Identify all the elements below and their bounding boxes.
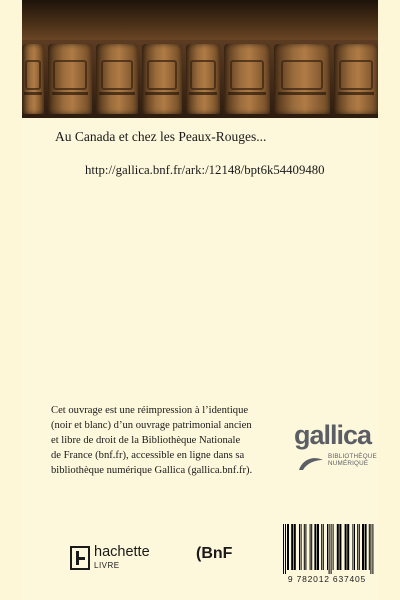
book-spine [274, 44, 330, 114]
gallica-logo [294, 420, 377, 475]
notice-line: et libre de droit de la Bibliothèque Nationale [51, 435, 241, 446]
book-spine [224, 44, 270, 114]
shelf-shadow [22, 0, 378, 40]
book-title: Au Canada et chez les Peaux-Rouges... [55, 129, 267, 144]
bookshelf-banner-image [22, 0, 378, 118]
bnf-logo: (BnF [196, 545, 233, 562]
gallica-subtitle-line: BIBLIOTHÈQUE [328, 453, 377, 460]
barcode-bars [277, 522, 377, 574]
gallica-subtitle [328, 453, 377, 467]
notice-line: de France (bnf.fr), accessible en ligne dans sa [51, 450, 245, 461]
back-cover [22, 0, 378, 600]
gallica-wordmark: gallica [294, 420, 372, 450]
hachette-livre-label: LIVRE [94, 561, 120, 570]
notice-line: (noir et blanc) d’un ouvrage patrimonial ancien [51, 420, 252, 431]
book-spine [96, 44, 138, 114]
book-spine [22, 44, 44, 114]
book-spine [334, 44, 378, 114]
book-spine [186, 44, 220, 114]
gallica-swirl-icon [297, 454, 325, 472]
hachette-livre-logo [70, 546, 160, 576]
notice-line: Cet ouvrage est une réimpression à l’identique [51, 405, 249, 416]
gallica-subtitle-line: NUMÉRIQUE [328, 460, 369, 467]
isbn-barcode [277, 522, 377, 585]
hachette-name: hachette [94, 544, 150, 560]
notice-line: bibliothèque numérique Gallica (gallica.bnf.fr). [51, 465, 253, 476]
book-spine [142, 44, 182, 114]
hachette-h-icon [70, 546, 90, 570]
book-spine [48, 44, 92, 114]
gallica-link[interactable]: http://gallica.bnf.fr/ark:/12148/bpt6k54409480 [85, 163, 325, 177]
isbn-number: 9 782012 637405 [287, 574, 367, 584]
reprint-notice [51, 403, 291, 478]
